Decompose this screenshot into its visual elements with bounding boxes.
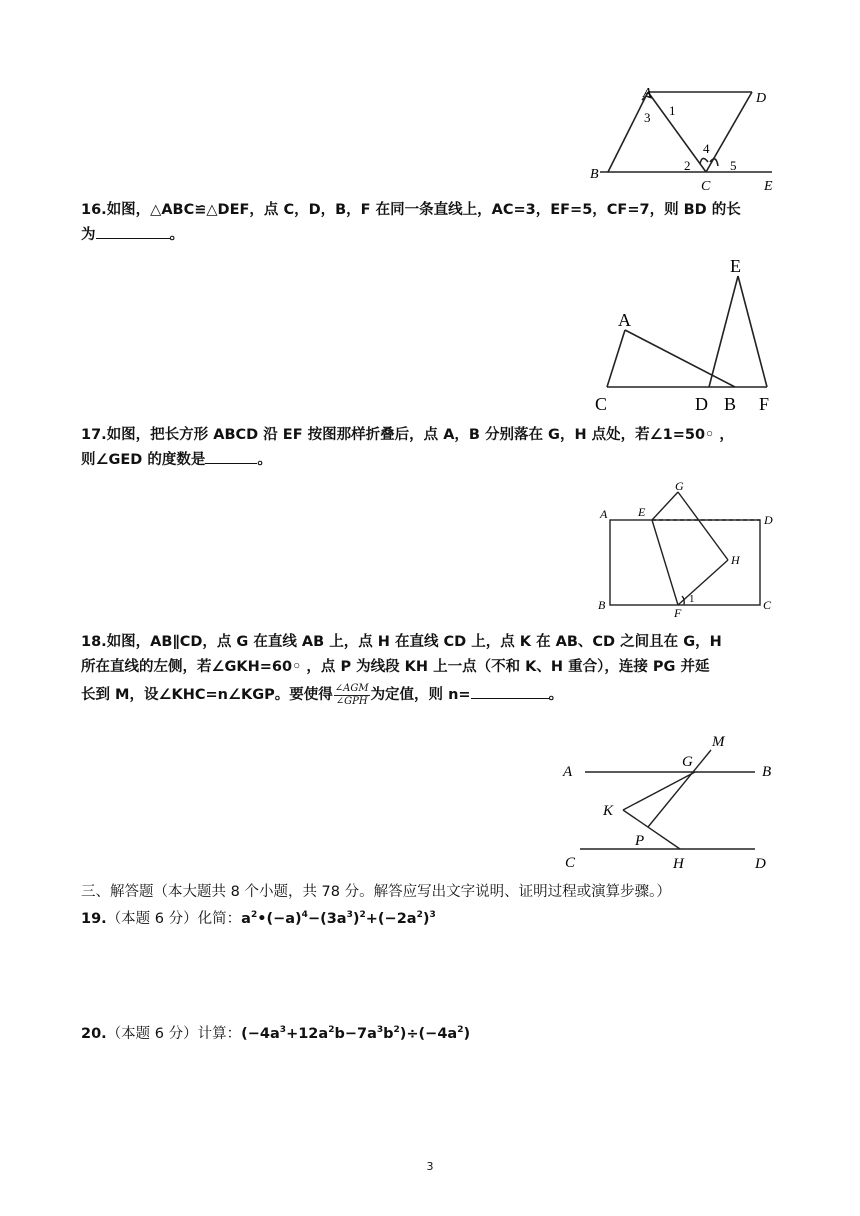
label-h: H bbox=[731, 553, 740, 567]
label-angle-1: 1 bbox=[669, 103, 676, 118]
fraction-denominator: ∠GPH bbox=[335, 695, 368, 707]
segment-de bbox=[709, 276, 738, 387]
question-text: 则∠GED 的度数是 bbox=[81, 452, 206, 468]
fraction-numerator: ∠AGM bbox=[334, 682, 369, 694]
label-c: C bbox=[763, 598, 772, 612]
answer-blank[interactable] bbox=[96, 224, 170, 239]
question-text: （本题 6 分）计算： bbox=[106, 1025, 242, 1042]
question-number: 20. bbox=[81, 1025, 107, 1042]
question-number: 16. bbox=[81, 202, 107, 218]
segment-ef bbox=[652, 520, 678, 605]
section-3-heading: 三、解答题（本大题共 8 个小题，共 78 分。解答应写出文字说明、证明过程或演算步骤。） bbox=[81, 884, 671, 900]
label-c: C bbox=[701, 179, 711, 194]
segment-kg bbox=[623, 772, 695, 810]
question-text: 如图，AB∥CD，点 G 在直线 AB 上，点 H 在直线 CD 上，点 K 在 AB、CD 之间且在 G，H bbox=[106, 634, 722, 650]
segment-gh bbox=[678, 492, 728, 560]
question-number: 19. bbox=[81, 910, 107, 927]
segment-ca bbox=[607, 330, 625, 387]
label-k: K bbox=[603, 803, 614, 819]
question-20 bbox=[81, 1018, 470, 1047]
question-text: 如图，△ABC≌△DEF，点 C，D，B，F 在同一条直线上，AC=3，EF=5，CF=7，则 BD 的长 bbox=[106, 202, 741, 218]
question-17-line-1 bbox=[81, 423, 734, 448]
label-e: E bbox=[730, 256, 741, 276]
label-d: D bbox=[695, 394, 708, 414]
label-b: B bbox=[762, 764, 772, 780]
label-c: C bbox=[565, 855, 576, 871]
question-16-line-2 bbox=[81, 223, 741, 248]
label-b: B bbox=[598, 598, 606, 612]
angle-mark-4 bbox=[700, 158, 708, 164]
fraction-agm-over-gph bbox=[334, 683, 370, 708]
expression: $a^2•(-a)^4-(3a^3)^2+(-2a^2)^3$ bbox=[241, 910, 436, 927]
label-e: E bbox=[764, 179, 773, 194]
figure-q17 bbox=[590, 478, 790, 618]
question-text: 如图，把长方形 ABCD 沿 EF 按图那样折叠后，点 A，B 分别落在 G，H 点处，若∠1=50◦ ， bbox=[106, 427, 734, 443]
question-18-line-1 bbox=[81, 630, 722, 655]
question-text: （本题 6 分）化简： bbox=[106, 910, 242, 927]
label-e: E bbox=[638, 505, 646, 519]
expression: $(-4a^3+12a^2b-7a^3b^2)\div(-4a^2)$ bbox=[241, 1025, 471, 1042]
question-text: 为 bbox=[81, 227, 96, 243]
question-16-line-1 bbox=[81, 198, 741, 223]
label-f: F bbox=[759, 394, 770, 414]
question-text: 。 bbox=[169, 227, 184, 243]
question-18 bbox=[81, 630, 722, 710]
label-g: G bbox=[682, 754, 693, 770]
question-text: 长到 M，设∠KHC=n∠KGP。要使得 bbox=[81, 687, 333, 703]
label-f: F bbox=[674, 606, 682, 618]
question-19 bbox=[81, 903, 436, 932]
label-a: A bbox=[563, 764, 573, 780]
page-number: 3 bbox=[426, 1160, 434, 1173]
question-text: 。 bbox=[257, 452, 272, 468]
label-a: A bbox=[643, 86, 652, 101]
label-m: M bbox=[712, 734, 725, 750]
segment-ac bbox=[648, 92, 706, 172]
question-17-line-2 bbox=[81, 448, 734, 473]
segment-ef bbox=[738, 276, 767, 387]
label-angle-5: 5 bbox=[730, 158, 737, 173]
segment-kh bbox=[623, 810, 680, 849]
label-a: A bbox=[618, 310, 631, 330]
figure-q16 bbox=[585, 250, 785, 415]
question-16 bbox=[81, 198, 741, 248]
label-angle-4: 4 bbox=[703, 141, 710, 156]
question-18-line-2 bbox=[81, 655, 722, 680]
label-d: D bbox=[764, 513, 773, 527]
question-text: 。 bbox=[548, 687, 564, 703]
label-d: D bbox=[756, 91, 767, 106]
label-angle-2: 2 bbox=[684, 158, 691, 173]
label-d: D bbox=[755, 856, 766, 872]
label-p: P bbox=[635, 833, 645, 849]
label-c: C bbox=[595, 394, 608, 414]
figure-q15 bbox=[580, 82, 780, 197]
answer-blank[interactable] bbox=[471, 684, 549, 699]
label-angle-1: 1 bbox=[689, 593, 695, 605]
question-number: 18. bbox=[81, 634, 107, 650]
label-b: B bbox=[590, 167, 599, 182]
segment-hf bbox=[678, 560, 728, 605]
label-b: B bbox=[724, 394, 737, 414]
segment-eg bbox=[652, 492, 678, 520]
question-text: 所在直线的左侧，若∠GKH=60◦ ，点 P 为线段 KH 上一点（不和 K、H 重合），连接 PG 并延 bbox=[81, 659, 710, 675]
label-h: H bbox=[673, 856, 684, 872]
question-text: 为定值，则 n= bbox=[370, 687, 471, 703]
segment-ab bbox=[608, 92, 648, 172]
label-a: A bbox=[600, 507, 608, 521]
question-18-line-3 bbox=[81, 680, 722, 710]
question-17 bbox=[81, 423, 734, 473]
label-g: G bbox=[675, 479, 684, 493]
segment-ab bbox=[625, 330, 735, 387]
segment-pm bbox=[648, 750, 711, 827]
answer-blank[interactable] bbox=[205, 449, 257, 464]
question-number: 17. bbox=[81, 427, 107, 443]
figure-q18 bbox=[555, 728, 785, 873]
label-angle-3: 3 bbox=[644, 110, 651, 125]
